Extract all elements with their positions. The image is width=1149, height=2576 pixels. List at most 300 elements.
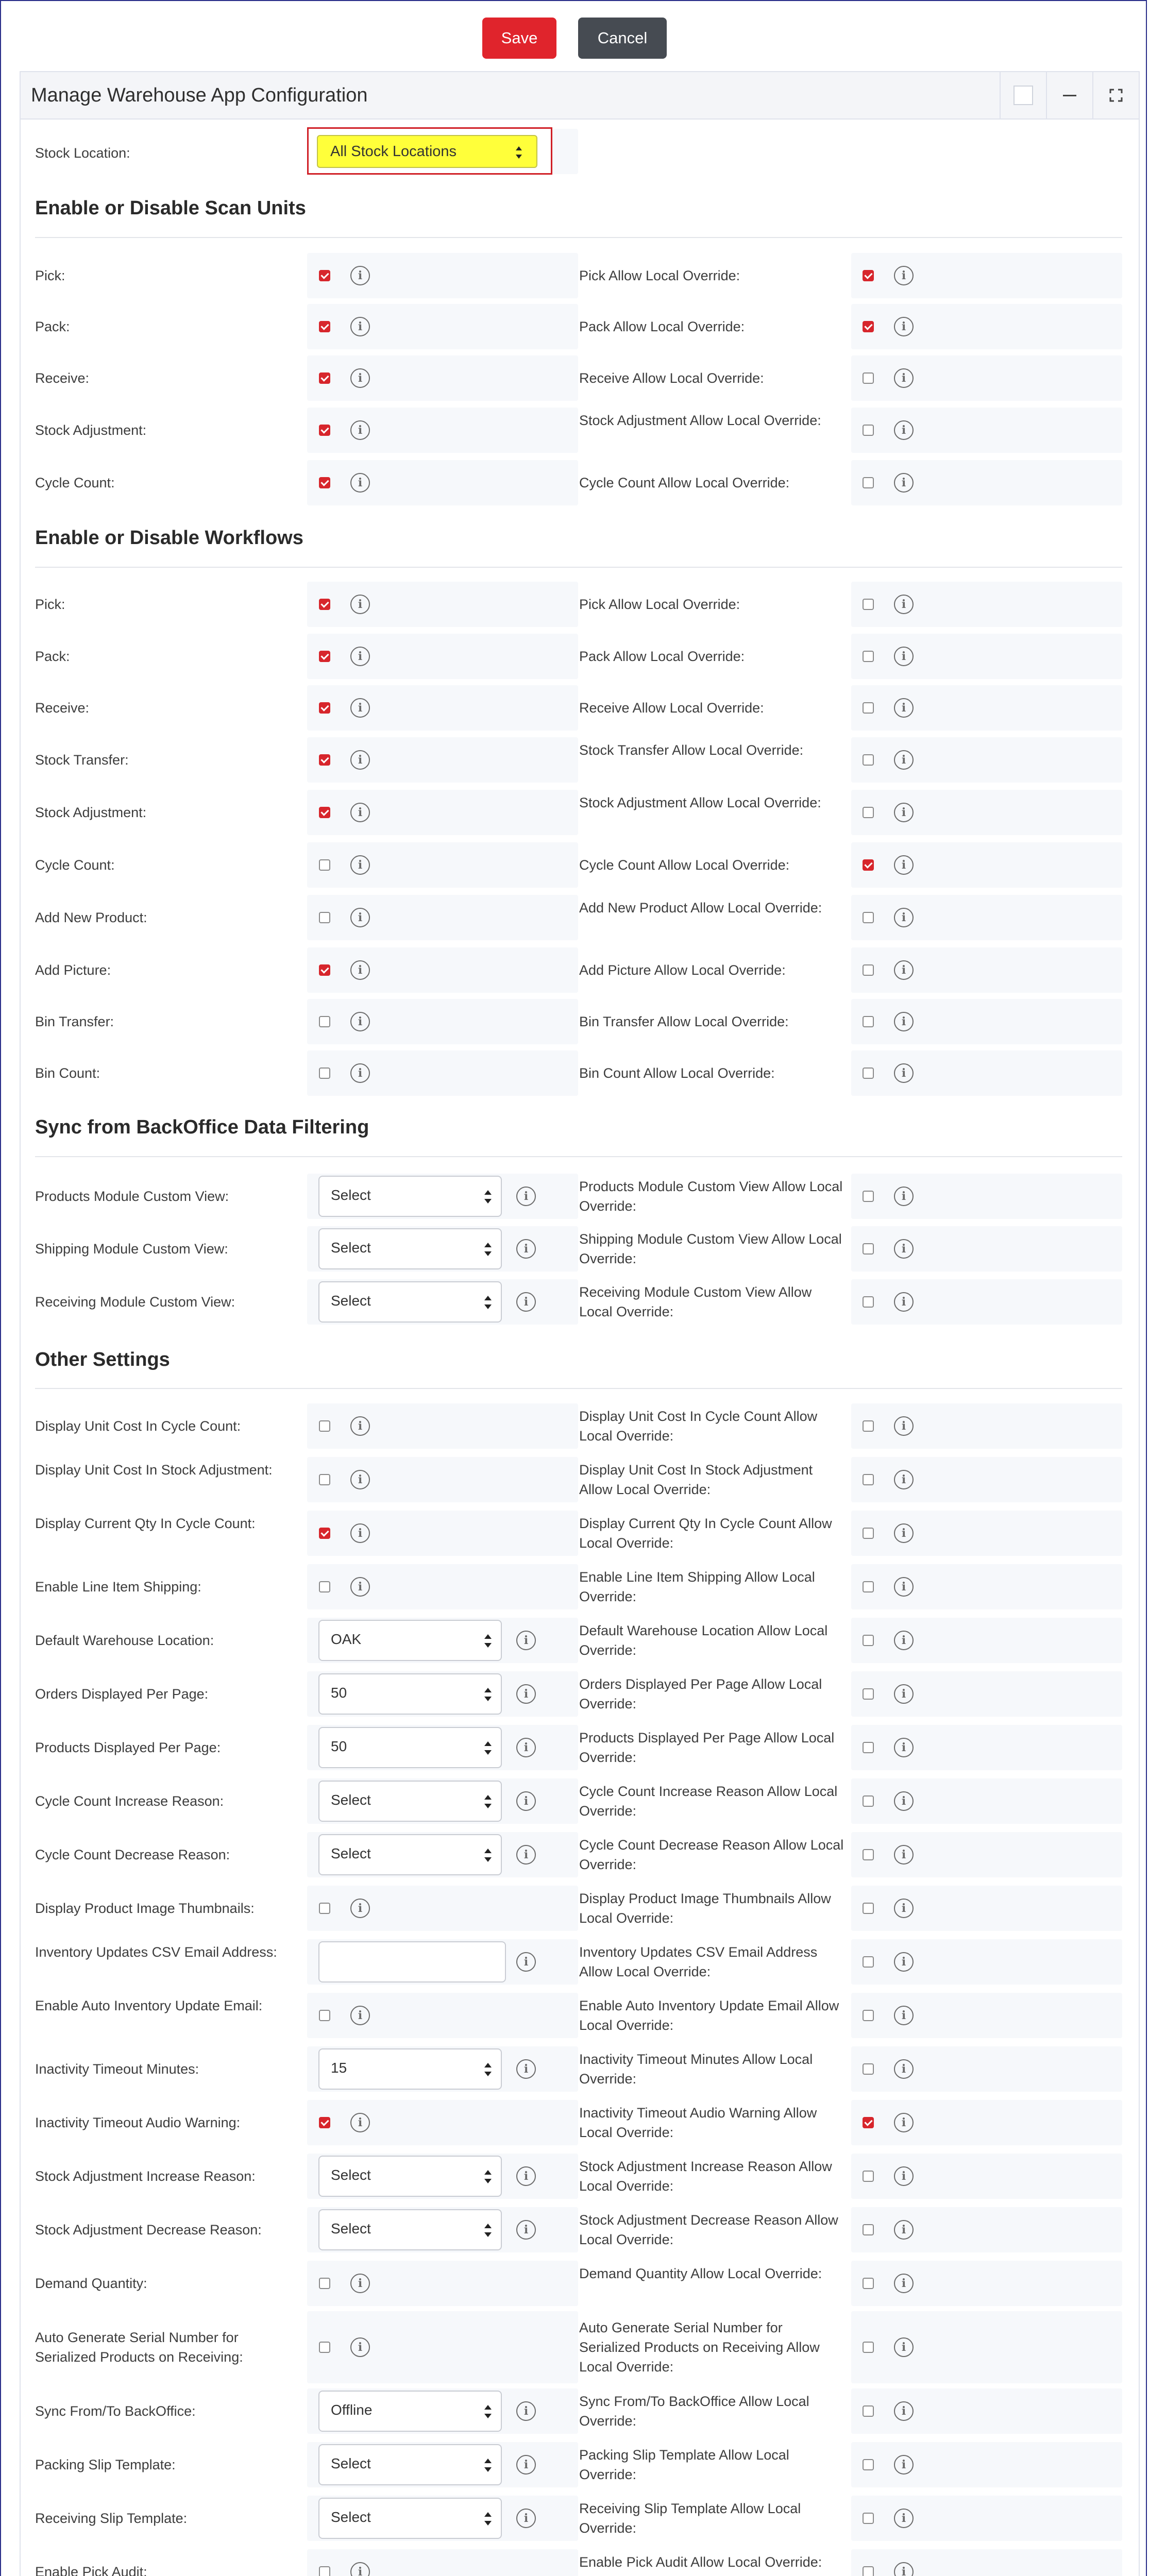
stock-location-value: All Stock Locations	[330, 143, 457, 160]
row-background	[851, 2046, 1122, 2092]
info-icon[interactable]: i	[894, 2059, 914, 2079]
select-arrows-icon	[484, 1189, 492, 1205]
setting-label: Packing Slip Template:	[35, 2457, 176, 2472]
override-label: Inactivity Timeout Audio Warning Allow Local Override:	[579, 2105, 817, 2140]
section-divider	[35, 1388, 1122, 1389]
setting-label: Products Displayed Per Page:	[35, 1740, 221, 1755]
override-checkbox-checked[interactable]	[863, 321, 874, 332]
setting-select[interactable]	[318, 1834, 502, 1875]
info-icon[interactable]: i	[894, 420, 914, 440]
override-label: Pick Allow Local Override:	[579, 268, 740, 283]
override-label: Stock Transfer Allow Local Override:	[579, 742, 804, 758]
override-checkbox[interactable]	[863, 425, 874, 436]
info-icon[interactable]: i	[894, 1063, 914, 1083]
info-icon[interactable]: i	[894, 2401, 914, 2421]
info-icon[interactable]: i	[894, 2166, 914, 2186]
select-value: 50	[331, 1685, 347, 1701]
setting-label: Products Module Custom View:	[35, 1189, 229, 1204]
info-icon[interactable]: i	[350, 317, 370, 336]
info-icon[interactable]: i	[894, 1187, 914, 1206]
override-checkbox[interactable]	[863, 2278, 874, 2289]
info-icon[interactable]: i	[350, 2006, 370, 2025]
override-checkbox[interactable]	[863, 964, 874, 976]
select-value: Select	[331, 2509, 371, 2525]
restore-button[interactable]	[1000, 72, 1046, 118]
override-label: Display Unit Cost In Cycle Count Allow Local Override:	[579, 1409, 818, 1444]
info-icon[interactable]: i	[350, 595, 370, 614]
maximize-button[interactable]	[1092, 72, 1139, 118]
select-arrows-icon	[484, 1740, 492, 1756]
override-checkbox[interactable]	[863, 1581, 874, 1592]
info-icon[interactable]: i	[350, 1523, 370, 1543]
setting-select[interactable]	[318, 2498, 502, 2539]
setting-label: Stock Adjustment Decrease Reason:	[35, 2222, 262, 2238]
override-label: Products Displayed Per Page Allow Local Override:	[579, 1730, 835, 1765]
info-icon[interactable]: i	[894, 2220, 914, 2240]
info-icon[interactable]: i	[894, 2337, 914, 2357]
select-arrows-icon	[484, 2223, 492, 2238]
setting-label: Enable Line Item Shipping:	[35, 1579, 201, 1595]
override-checkbox[interactable]	[863, 2171, 874, 2182]
override-label: Inventory Updates CSV Email Address Allow Local Override:	[579, 1944, 818, 1979]
setting-label: Add New Product:	[35, 910, 147, 925]
info-icon[interactable]: i	[894, 698, 914, 718]
info-icon[interactable]: i	[894, 2113, 914, 2132]
override-checkbox[interactable]	[863, 599, 874, 610]
checkbox[interactable]	[319, 2278, 330, 2289]
override-label: Receiving Slip Template Allow Local Override:	[579, 2501, 801, 2536]
override-checkbox[interactable]	[863, 2342, 874, 2353]
setting-select[interactable]	[318, 2048, 502, 2090]
info-icon[interactable]: i	[894, 1738, 914, 1757]
info-icon[interactable]: i	[894, 750, 914, 770]
info-icon[interactable]: i	[894, 1684, 914, 1704]
override-checkbox[interactable]	[863, 1191, 874, 1202]
row-background	[851, 408, 1122, 453]
info-icon[interactable]: i	[894, 2274, 914, 2293]
select-value: Select	[331, 1240, 371, 1256]
info-icon[interactable]: i	[516, 1952, 536, 1972]
setting-label: Pack:	[35, 649, 70, 664]
info-icon[interactable]: i	[894, 960, 914, 980]
row-background	[307, 1457, 578, 1502]
override-label: Enable Line Item Shipping Allow Local Override:	[579, 1569, 815, 1604]
override-label: Packing Slip Template Allow Local Override:	[579, 2447, 789, 2482]
row-background	[307, 582, 578, 627]
row-background	[851, 999, 1122, 1044]
info-icon[interactable]: i	[350, 855, 370, 875]
row-background	[307, 2549, 578, 2576]
select-arrows-icon	[484, 2511, 492, 2527]
info-icon[interactable]: i	[350, 2562, 370, 2576]
checkbox-checked[interactable]	[319, 270, 330, 281]
override-checkbox[interactable]	[863, 2010, 874, 2021]
row-background	[851, 2100, 1122, 2145]
row-background	[851, 2261, 1122, 2306]
checkbox[interactable]	[319, 2010, 330, 2021]
checkbox-checked[interactable]	[319, 754, 330, 766]
info-icon[interactable]: i	[894, 317, 914, 336]
override-checkbox[interactable]	[863, 2405, 874, 2417]
row-background	[851, 1457, 1122, 1502]
row-background	[307, 842, 578, 888]
info-icon[interactable]: i	[894, 1631, 914, 1650]
checkbox[interactable]	[319, 2566, 330, 2576]
override-checkbox[interactable]	[863, 1528, 874, 1539]
override-checkbox-checked[interactable]	[863, 2117, 874, 2128]
setting-select[interactable]	[318, 1620, 502, 1661]
info-icon[interactable]: i	[894, 647, 914, 666]
override-checkbox[interactable]	[863, 1903, 874, 1914]
info-icon[interactable]: i	[516, 2059, 536, 2079]
info-icon[interactable]: i	[516, 1845, 536, 1865]
setting-select[interactable]	[318, 1727, 502, 1768]
info-icon[interactable]: i	[894, 1416, 914, 1436]
override-checkbox[interactable]	[863, 2063, 874, 2075]
info-icon[interactable]: i	[894, 803, 914, 822]
info-icon[interactable]: i	[894, 473, 914, 493]
checkbox-checked[interactable]	[319, 599, 330, 610]
override-label: Stock Adjustment Increase Reason Allow Local Override:	[579, 2159, 832, 2194]
override-checkbox[interactable]	[863, 1296, 874, 1308]
select-value: 50	[331, 1738, 347, 1754]
info-icon[interactable]: i	[350, 1063, 370, 1083]
info-icon[interactable]: i	[516, 1738, 536, 1757]
setting-select[interactable]	[318, 1281, 502, 1323]
override-label: Pack Allow Local Override:	[579, 319, 745, 334]
override-label: Enable Pick Audit Allow Local Override:	[579, 2554, 822, 2570]
override-label: Bin Transfer Allow Local Override:	[579, 1014, 789, 1029]
info-icon[interactable]: i	[350, 2113, 370, 2132]
override-label: Products Module Custom View Allow Local Override:	[579, 1179, 843, 1214]
info-icon[interactable]: i	[894, 1577, 914, 1597]
row-background	[307, 737, 578, 783]
setting-select[interactable]	[318, 1673, 502, 1715]
row-background	[851, 2549, 1122, 2576]
row-background	[307, 2100, 578, 2145]
override-checkbox-checked[interactable]	[863, 859, 874, 871]
info-icon[interactable]: i	[350, 960, 370, 980]
row-background	[851, 355, 1122, 401]
row-background	[851, 1618, 1122, 1663]
row-background	[307, 2261, 578, 2306]
setting-label: Display Product Image Thumbnails:	[35, 1901, 255, 1916]
setting-label: Inventory Updates CSV Email Address:	[35, 1944, 277, 1960]
row-background	[307, 1993, 578, 2038]
info-icon[interactable]: i	[350, 420, 370, 440]
row-background	[851, 2496, 1122, 2541]
info-icon[interactable]: i	[894, 2509, 914, 2528]
override-label: Default Warehouse Location Allow Local Override:	[579, 1623, 828, 1658]
override-checkbox[interactable]	[863, 2459, 874, 2470]
save-button[interactable]: Save	[482, 18, 556, 59]
info-icon[interactable]: i	[516, 1187, 536, 1206]
setting-select[interactable]	[318, 1781, 502, 1822]
setting-label: Stock Adjustment Increase Reason:	[35, 2168, 256, 2184]
info-icon[interactable]: i	[516, 1292, 536, 1312]
info-icon[interactable]: i	[516, 2220, 536, 2240]
row-background	[851, 253, 1122, 298]
checkbox-checked[interactable]	[319, 2117, 330, 2128]
checkbox[interactable]	[319, 1474, 330, 1485]
setting-label: Inactivity Timeout Audio Warning:	[35, 2115, 241, 2130]
override-checkbox[interactable]	[863, 1742, 874, 1753]
override-label: Pack Allow Local Override:	[579, 649, 745, 664]
override-checkbox[interactable]	[863, 1795, 874, 1807]
setting-select[interactable]	[318, 2391, 502, 2432]
section-title-workflows: Enable or Disable Workflows	[35, 527, 303, 549]
info-icon[interactable]: i	[894, 1012, 914, 1031]
info-icon[interactable]: i	[516, 2509, 536, 2528]
checkbox-checked[interactable]	[319, 321, 330, 332]
checkbox[interactable]	[319, 859, 330, 871]
checkbox[interactable]	[319, 1903, 330, 1914]
setting-label: Enable Auto Inventory Update Email:	[35, 1998, 263, 2013]
override-checkbox[interactable]	[863, 477, 874, 488]
info-icon[interactable]: i	[894, 1899, 914, 1918]
info-icon[interactable]: i	[350, 750, 370, 770]
info-icon[interactable]: i	[516, 2455, 536, 2475]
override-checkbox[interactable]	[863, 1956, 874, 1968]
override-checkbox[interactable]	[863, 1420, 874, 1432]
row-background	[851, 1050, 1122, 1096]
stock-location-select[interactable]	[317, 135, 537, 168]
select-value: Select	[331, 1845, 371, 1861]
info-icon[interactable]: i	[516, 1791, 536, 1811]
row-background	[851, 1939, 1122, 1985]
info-icon[interactable]: i	[350, 368, 370, 388]
select-arrows-icon	[484, 2404, 492, 2419]
row-background	[307, 895, 578, 940]
row-background	[851, 1832, 1122, 1877]
select-arrows-icon	[484, 1794, 492, 1809]
row-background	[307, 408, 578, 453]
info-icon[interactable]: i	[350, 1012, 370, 1031]
override-label: Cycle Count Decrease Reason Allow Local Override:	[579, 1837, 844, 1872]
setting-label: Receiving Slip Template:	[35, 2511, 188, 2526]
setting-select[interactable]	[318, 2444, 502, 2485]
info-icon[interactable]: i	[350, 1470, 370, 1489]
override-checkbox[interactable]	[863, 2566, 874, 2576]
row-background	[851, 460, 1122, 505]
info-icon[interactable]: i	[894, 266, 914, 285]
select-arrows-icon	[484, 1242, 492, 1257]
override-label: Stock Adjustment Allow Local Override:	[579, 795, 821, 810]
info-icon[interactable]: i	[894, 908, 914, 927]
row-background	[851, 790, 1122, 835]
override-label: Display Current Qty In Cycle Count Allow Local Override:	[579, 1516, 832, 1551]
stock-location-highlight	[307, 127, 552, 175]
row-background	[307, 790, 578, 835]
setting-label: Demand Quantity:	[35, 2276, 147, 2291]
setting-select[interactable]	[318, 1228, 502, 1269]
info-icon[interactable]: i	[516, 2401, 536, 2421]
setting-label: Default Warehouse Location:	[35, 1633, 214, 1648]
row-background	[552, 129, 578, 174]
row-background	[851, 1671, 1122, 1717]
override-label: Cycle Count Allow Local Override:	[579, 475, 790, 490]
override-label: Display Unit Cost In Stock Adjustment Allow Local Override:	[579, 1462, 813, 1497]
checkbox-checked[interactable]	[319, 425, 330, 436]
setting-select[interactable]	[318, 2156, 502, 2197]
setting-label: Cycle Count Decrease Reason:	[35, 1847, 230, 1862]
info-icon[interactable]: i	[894, 595, 914, 614]
setting-text-input[interactable]	[318, 1941, 506, 1982]
row-background	[307, 685, 578, 731]
info-icon[interactable]: i	[894, 1470, 914, 1489]
row-background	[851, 1174, 1122, 1219]
info-icon[interactable]: i	[894, 1523, 914, 1543]
info-icon[interactable]: i	[350, 908, 370, 927]
override-label: Auto Generate Serial Number for Serialized Products on Receiving Allow Local Override:	[579, 2320, 820, 2375]
override-checkbox-checked[interactable]	[863, 270, 874, 281]
info-icon[interactable]: i	[516, 1631, 536, 1650]
row-background	[851, 895, 1122, 940]
override-checkbox[interactable]	[863, 1635, 874, 1646]
override-checkbox[interactable]	[863, 1016, 874, 1027]
row-background	[851, 2442, 1122, 2487]
override-label: Stock Adjustment Decrease Reason Allow Local Override:	[579, 2212, 838, 2247]
info-icon[interactable]: i	[350, 1899, 370, 1918]
info-icon[interactable]: i	[894, 855, 914, 875]
setting-label: Receiving Module Custom View:	[35, 1294, 235, 1310]
checkbox-checked[interactable]	[319, 702, 330, 714]
info-icon[interactable]: i	[894, 368, 914, 388]
select-arrows-icon	[484, 1295, 492, 1310]
override-label: Inactivity Timeout Minutes Allow Local Override:	[579, 2052, 813, 2087]
info-icon[interactable]: i	[350, 1416, 370, 1436]
override-label: Add Picture Allow Local Override:	[579, 962, 786, 978]
row-background	[307, 1886, 578, 1931]
top-action-bar	[0, 18, 1149, 59]
row-background	[851, 304, 1122, 349]
info-icon[interactable]: i	[350, 1577, 370, 1597]
select-arrows-icon	[484, 1687, 492, 1702]
setting-label: Add Picture:	[35, 962, 111, 978]
setting-label: Sync From/To BackOffice:	[35, 2403, 196, 2419]
info-icon[interactable]: i	[894, 2562, 914, 2576]
setting-label: Receive:	[35, 700, 90, 716]
override-label: Receive Allow Local Override:	[579, 700, 764, 716]
row-background	[851, 842, 1122, 888]
info-icon[interactable]: i	[894, 2006, 914, 2025]
row-background	[307, 253, 578, 298]
override-checkbox[interactable]	[863, 2513, 874, 2524]
info-icon[interactable]: i	[350, 2337, 370, 2357]
override-checkbox[interactable]	[863, 1243, 874, 1255]
select-arrows-icon	[484, 2458, 492, 2473]
info-icon[interactable]: i	[350, 803, 370, 822]
override-label: Add New Product Allow Local Override:	[579, 900, 822, 916]
info-icon[interactable]: i	[350, 2274, 370, 2293]
override-label: Receive Allow Local Override:	[579, 370, 764, 386]
override-checkbox[interactable]	[863, 2224, 874, 2235]
override-checkbox[interactable]	[863, 1688, 874, 1700]
window-controls	[1000, 72, 1139, 118]
setting-label: Display Current Qty In Cycle Count:	[35, 1516, 256, 1531]
row-background	[851, 2311, 1122, 2383]
setting-select[interactable]	[318, 2209, 502, 2250]
row-background	[851, 1226, 1122, 1272]
override-label: Receiving Module Custom View Allow Local Override:	[579, 1284, 812, 1319]
info-icon[interactable]: i	[894, 1791, 914, 1811]
setting-label: Cycle Count:	[35, 475, 115, 490]
setting-label: Cycle Count Increase Reason:	[35, 1793, 224, 1809]
info-icon[interactable]: i	[350, 647, 370, 666]
checkbox[interactable]	[319, 912, 330, 923]
override-checkbox[interactable]	[863, 807, 874, 818]
checkbox[interactable]	[319, 1581, 330, 1592]
checkbox[interactable]	[319, 1420, 330, 1432]
checkbox-checked[interactable]	[319, 372, 330, 384]
override-checkbox[interactable]	[863, 651, 874, 662]
row-background	[307, 947, 578, 993]
override-checkbox[interactable]	[863, 1849, 874, 1860]
info-icon[interactable]: i	[516, 2166, 536, 2186]
setting-select[interactable]	[318, 1176, 502, 1217]
row-background	[307, 634, 578, 679]
override-checkbox[interactable]	[863, 1474, 874, 1485]
checkbox-checked[interactable]	[319, 1528, 330, 1539]
override-checkbox[interactable]	[863, 754, 874, 766]
info-icon[interactable]: i	[350, 266, 370, 285]
override-label: Cycle Count Allow Local Override:	[579, 857, 790, 873]
row-background	[851, 1564, 1122, 1609]
override-checkbox[interactable]	[863, 912, 874, 923]
row-background	[851, 582, 1122, 627]
info-icon[interactable]: i	[894, 1845, 914, 1865]
cancel-button[interactable]: Cancel	[578, 18, 667, 59]
setting-label: Pack:	[35, 319, 70, 334]
row-background	[307, 304, 578, 349]
info-icon[interactable]: i	[894, 1239, 914, 1259]
override-checkbox[interactable]	[863, 702, 874, 714]
checkbox-checked[interactable]	[319, 807, 330, 818]
info-icon[interactable]: i	[894, 2455, 914, 2475]
info-icon[interactable]: i	[350, 698, 370, 718]
setting-label: Stock Transfer:	[35, 752, 129, 768]
minimize-button[interactable]	[1046, 72, 1092, 118]
checkbox-checked[interactable]	[319, 651, 330, 662]
row-background	[851, 1778, 1122, 1824]
setting-label: Enable Pick Audit:	[35, 2564, 147, 2576]
checkbox-checked[interactable]	[319, 477, 330, 488]
info-icon[interactable]: i	[516, 1239, 536, 1259]
override-checkbox[interactable]	[863, 372, 874, 384]
override-label: Shipping Module Custom View Allow Local Override:	[579, 1231, 842, 1266]
select-value: Select	[331, 1187, 371, 1203]
select-arrows-icon	[484, 1848, 492, 1863]
setting-label: Orders Displayed Per Page:	[35, 1686, 209, 1702]
override-checkbox[interactable]	[863, 1067, 874, 1079]
checkbox-checked[interactable]	[319, 964, 330, 976]
checkbox[interactable]	[319, 2342, 330, 2353]
info-icon[interactable]: i	[894, 1292, 914, 1312]
override-label: Pick Allow Local Override:	[579, 597, 740, 612]
override-label: Sync From/To BackOffice Allow Local Override:	[579, 2394, 809, 2429]
info-icon[interactable]: i	[350, 473, 370, 493]
select-arrows-icon	[484, 2062, 492, 2077]
info-icon[interactable]: i	[516, 1684, 536, 1704]
section-title-scan-units: Enable or Disable Scan Units	[35, 197, 306, 219]
minimize-icon	[1063, 95, 1076, 96]
setting-label: Stock Adjustment:	[35, 805, 147, 820]
info-icon[interactable]: i	[894, 1952, 914, 1972]
checkbox[interactable]	[319, 1067, 330, 1079]
row-background	[851, 1279, 1122, 1325]
setting-label: Bin Count:	[35, 1065, 100, 1081]
checkbox[interactable]	[319, 1016, 330, 1027]
